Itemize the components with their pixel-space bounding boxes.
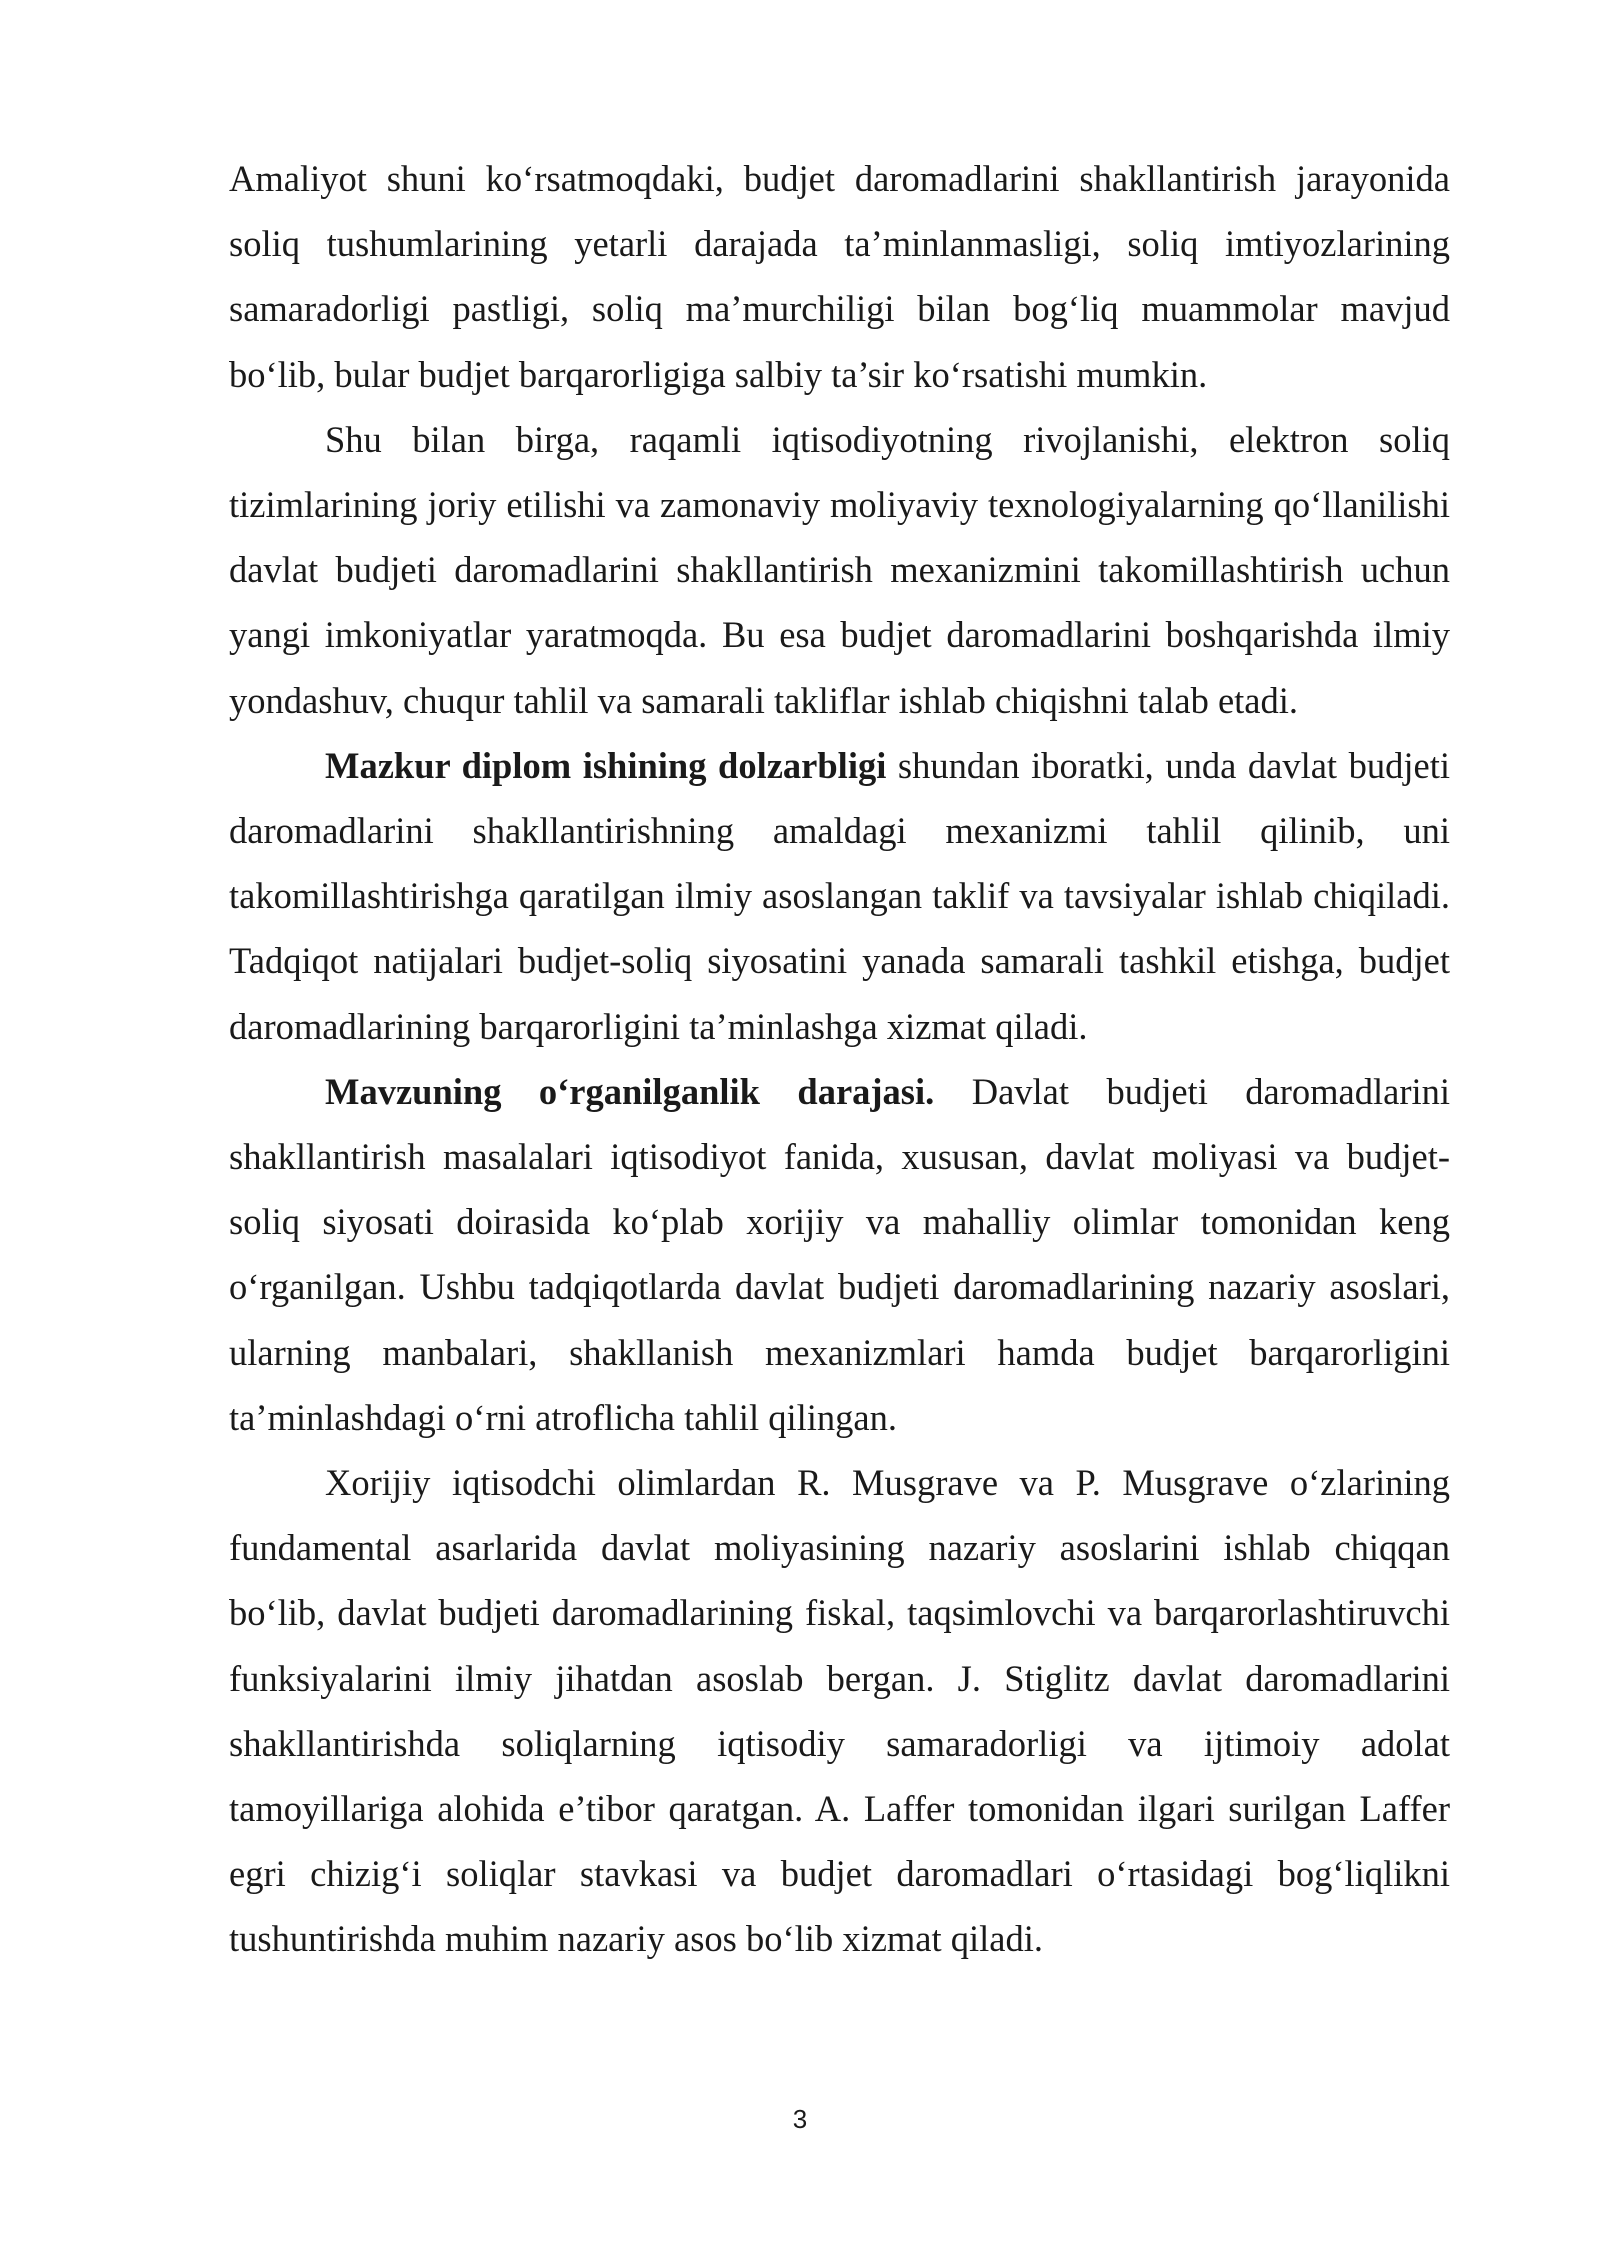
paragraph-5-text: Xorijiy iqtisodchi olimlardan R. Musgrave va P. Musgrave o‘zlarining fundamental asarlarida davlat moliyasining nazariy asoslarini ishlab chiqqan bo‘lib, davlat budjeti daromadlarining fiskal, taqsimlovchi va barqarorlashtiruvchi funksiyalarini ilmiy jihatdan asoslab bergan. J. Stiglitz davlat daromadlarini shakllantirishda soliqlarning iqtisodiy samaradorligi va ijtimoiy adolat tamoyillariga alohida e’tibor qaratgan. A. Laffer tomonidan ilgari surilgan Laffer egri chizig‘i soliqlar stavkasi va budjet daromadlari o‘rtasidagi bog‘liqlikni tushuntirishda muhim nazariy asos bo‘lib xizmat qiladi. — [229, 1462, 1450, 1960]
paragraph-2-text: Shu bilan birga, raqamli iqtisodiyotning rivojlanishi, elektron soliq tizimlarining joriy etilishi va zamonaviy moliyaviy texnologiyalarning qo‘llanilishi davlat budjeti daromadlarini shakllantirish mexanizmini takomillashtirish uchun yangi imkoniyatlar yaratmoqda. Bu esa budjet daromadlarini boshqarishda ilmiy yondashuv, chuqur tahlil va samarali takliflar ishlab chiqishni talab etadi. — [229, 418, 1450, 721]
paragraph-3-text: shundan iboratki, unda davlat budjeti daromadlarini shakllantirishning amaldagi mexanizmi tahlil qilinib, uni takomillashtirishga qaratilgan ilmiy asoslangan taklif va tavsiyalar ishlab chiqiladi. Tadqiqot natijalari budjet-soliq siyosatini yanada samarali tashkil etishga, budjet daromadlarining barqarorligini ta’minlashga xizmat qiladi. — [229, 744, 1450, 1047]
paragraph-4-lead: Mavzuning o‘rganilganlik darajasi. — [325, 1070, 935, 1112]
page-number: 3 — [792, 2104, 808, 2134]
paragraph-1 — [229, 146, 1450, 407]
paragraph-4-text: Davlat budjeti daromadlarini shakllantirish masalalari iqtisodiyot fanida, xususan, davlat moliyasi va budjet-soliq siyosati doirasida ko‘plab xorijiy va mahalliy olimlar tomonidan keng o‘rganilgan. Ushbu tadqiqotlarda davlat budjeti daromadlarining nazariy asoslari, ularning manbalari, shakllanish mexanizmlari hamda budjet barqarorligini ta’minlashdagi o‘rni atroflicha tahlil qilingan. — [229, 1070, 1451, 1438]
paragraph-2 — [229, 407, 1450, 733]
paragraph-3 — [229, 733, 1450, 1059]
paragraph-1-text: Amaliyot shuni ko‘rsatmoqdaki, budjet daromadlarini shakllantirish jarayonida soliq tushumlarining yetarli darajada ta’minlanmasligi, soliq imtiyozlarining samaradorligi pastligi, soliq ma’murchiligi bilan bog‘liq muammolar mavjud bo‘lib, bular budjet barqarorligiga salbiy ta’sir ko‘rsatishi mumkin. — [229, 158, 1450, 395]
paragraph-5 — [229, 1450, 1450, 1972]
paragraph-3-lead: Mazkur diplom ishining dolzarbligi — [325, 744, 887, 786]
paragraph-4 — [229, 1059, 1450, 1450]
document-body — [229, 146, 1450, 1972]
